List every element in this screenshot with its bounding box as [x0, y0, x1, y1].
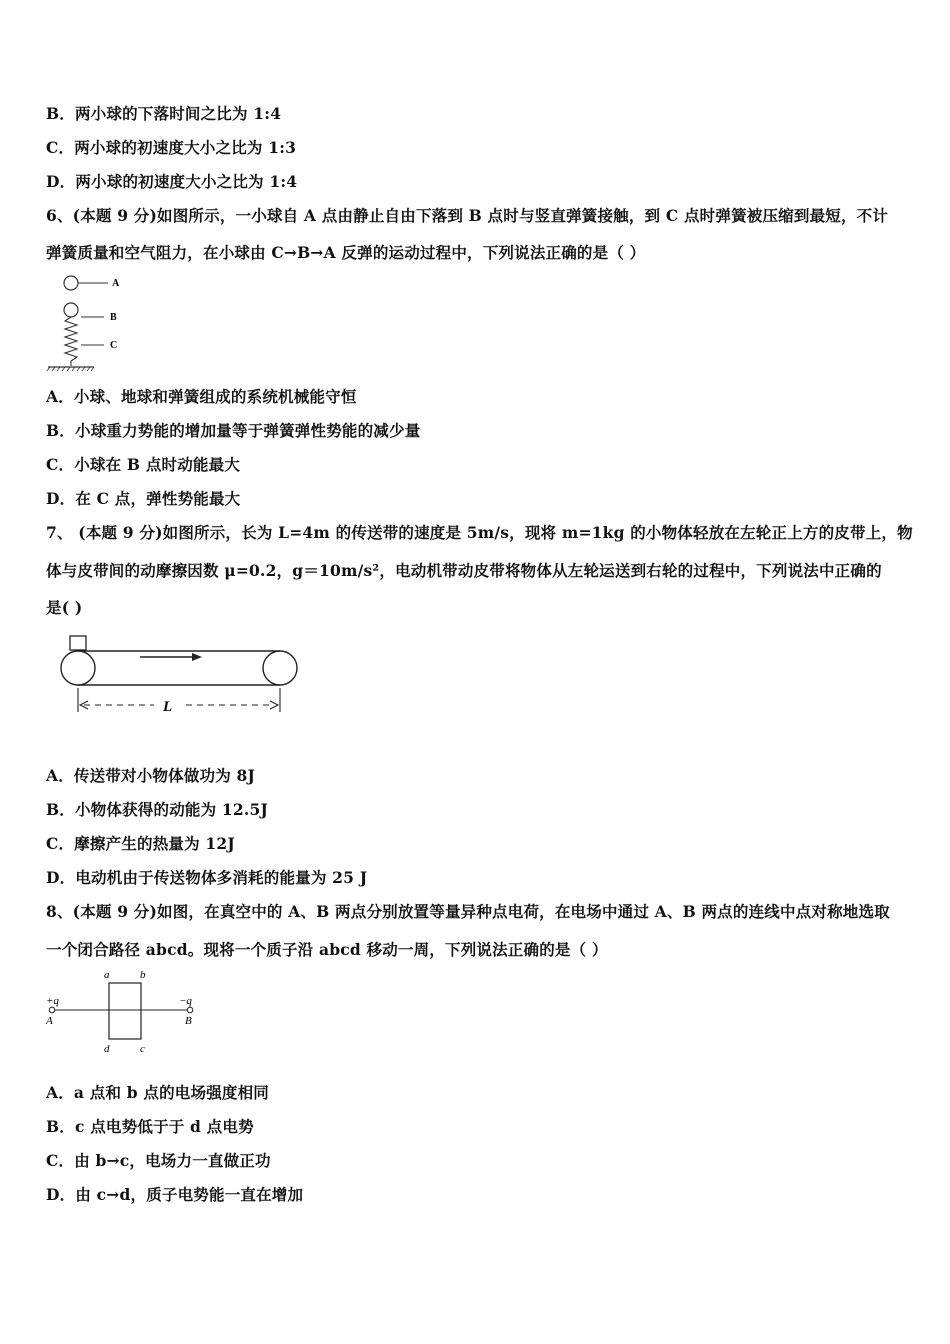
q7-option-d: D．电动机由于传送物体多消耗的能量为 25 J	[46, 868, 368, 887]
spring-ball-figure	[44, 272, 144, 372]
q7-stem-line1: 7、 (本题 9 分)如图所示，长为 L=4m 的传送带的速度是 5m/s，现将 m=1kg 的小物体轻放在左轮正上方的皮带上，物	[46, 523, 913, 542]
q6-stem-line2: 弹簧质量和空气阻力，在小球由 C→B→A 反弹的运动过程中，下列说法正确的是（ ）	[46, 243, 646, 262]
charges-path-figure	[42, 966, 212, 1058]
q7-option-b: B．小物体获得的动能为 12.5J	[46, 800, 268, 819]
q7-stem-line2: 体与皮带间的动摩擦因数 μ=0.2，g＝10m/s²，电动机带动皮带将物体从左轮运送到右轮的过程中，下列说法中正确的	[46, 561, 882, 580]
q6-option-b: B．小球重力势能的增加量等于弹簧弹性势能的减少量	[46, 421, 421, 440]
label-plus-q: +q	[46, 995, 59, 1007]
length-label: L	[163, 699, 173, 715]
left-wheel	[61, 651, 95, 685]
q6-option-d: D．在 C 点，弹性势能最大	[46, 489, 241, 508]
label-b: B	[110, 312, 117, 323]
label-c: c	[140, 1043, 145, 1055]
q6-stem-line1: 6、(本题 9 分)如图所示，一小球自 A 点由静止自由下落到 B 点时与竖直弹簧接触，到 C 点时弹簧被压缩到最短，不计	[46, 206, 889, 225]
conveyor-belt-figure	[56, 632, 306, 718]
q5-option-d: D．两小球的初速度大小之比为 1:4	[46, 172, 298, 191]
q8-option-d: D．由 c→d，质子电势能一直在增加	[46, 1185, 304, 1204]
charge-b	[187, 1007, 193, 1013]
label-d: d	[104, 1043, 110, 1055]
ground-hatching	[47, 367, 94, 371]
q8-stem-line2: 一个闭合路径 abcd。现将一个质子沿 abcd 移动一周，下列说法正确的是（ ）	[46, 940, 608, 959]
label-A: A	[46, 1015, 53, 1027]
label-B: B	[185, 1015, 192, 1027]
ball-at-b	[64, 303, 78, 317]
q6-option-c: C．小球在 B 点时动能最大	[46, 455, 241, 474]
q7-option-a: A．传送带对小物体做功为 8J	[46, 766, 256, 785]
q7-stem-line3: 是( )	[46, 598, 83, 617]
spring	[65, 317, 77, 366]
q8-stem-line1: 8、(本题 9 分)如图，在真空中的 A、B 两点分别放置等量异种点电荷，在电场中通过 A、B 两点的连线中点对称地选取	[46, 902, 890, 921]
q5-option-b: B．两小球的下落时间之比为 1:4	[46, 104, 282, 123]
q8-option-a: A．a 点和 b 点的电场强度相同	[46, 1083, 269, 1102]
path-abcd	[109, 983, 141, 1039]
small-object	[70, 636, 86, 650]
q6-option-a: A．小球、地球和弹簧组成的系统机械能守恒	[46, 387, 357, 406]
right-wheel	[263, 651, 297, 685]
label-minus-q: −q	[179, 995, 192, 1007]
label-b: b	[140, 969, 146, 981]
q8-option-b: B．c 点电势低于于 d 点电势	[46, 1117, 254, 1136]
label-a: a	[104, 969, 110, 981]
ball-at-a	[64, 276, 78, 290]
q7-option-c: C．摩擦产生的热量为 12J	[46, 834, 235, 853]
label-c: C	[110, 340, 118, 351]
q8-option-c: C．由 b→c，电场力一直做正功	[46, 1151, 271, 1170]
label-a: A	[112, 278, 120, 289]
q5-option-c: C．两小球的初速度大小之比为 1:3	[46, 138, 297, 157]
arrow-head-icon	[192, 653, 202, 661]
charge-a	[49, 1007, 55, 1013]
